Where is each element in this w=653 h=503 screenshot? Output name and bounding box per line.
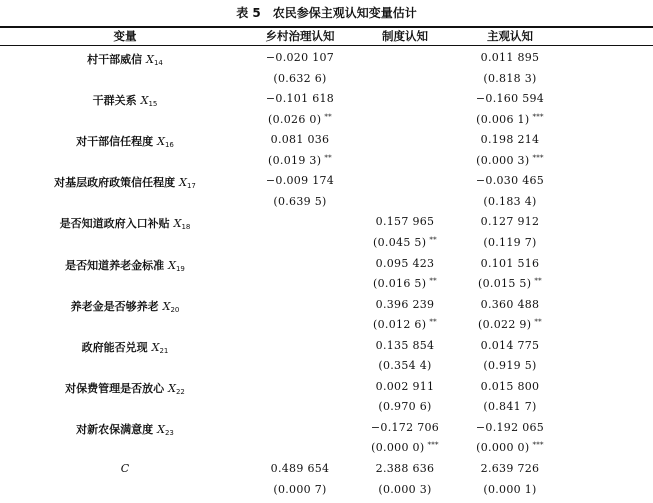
table-cell [455,257,565,270]
cell-value: −0.192 065 [475,420,545,434]
significance-stars: ** [429,235,437,244]
cell-value: (0.841 7) [483,400,537,414]
cell-value: 0.135 854 [375,338,435,352]
table-cell [455,483,565,496]
cell-value: −0.009 174 [265,174,335,188]
cell-value: (0.016 5) [373,277,427,291]
table-cell [350,339,460,352]
table-cell [455,359,565,372]
cell-value: 0.095 423 [375,256,435,270]
table-cell [350,359,460,372]
table-cell [455,92,565,105]
table-cell [455,195,565,208]
cell-value: −0.160 594 [475,92,545,106]
table-cell [245,113,355,126]
cell-value: (0.119 7) [483,235,537,249]
significance-stars: ** [534,277,542,286]
row-variable-label [20,298,230,314]
cell-value: (0.000 0) [371,441,425,455]
cell-value: (0.632 6) [273,71,327,85]
header-subjective: 主观认知 [487,29,533,43]
table-cell [455,174,565,187]
table-cell [350,421,460,434]
table-cell [350,441,460,454]
header-governance: 乡村治理认知 [265,29,335,43]
significance-stars: *** [532,441,544,450]
variable-name: 对保费管理是否放心 [65,381,165,395]
cell-value: 0.157 965 [375,215,435,229]
table-cell [350,236,460,249]
row-variable-label [20,133,230,149]
variable-subscript: 18 [181,223,191,232]
cell-value: (0.000 0) [476,441,530,455]
significance-stars: ** [534,318,542,327]
table-cell [455,462,565,475]
table-cell [245,483,355,496]
table-cell [455,215,565,228]
variable-symbol: X [162,299,171,313]
cell-value: 0.101 516 [480,256,540,270]
significance-stars: *** [427,441,439,450]
variable-subscript: 15 [148,100,158,109]
cell-value: −0.030 465 [475,174,545,188]
variable-name: 干群关系 [92,94,137,108]
cell-value: −0.172 706 [370,420,440,434]
table-cell [455,339,565,352]
table-cell [455,318,565,331]
significance-stars: *** [532,153,544,162]
table-cell [350,298,460,311]
cell-value: (0.000 7) [273,482,327,496]
cell-value: 0.396 239 [375,297,435,311]
variable-symbol: X [168,258,176,272]
row-variable-label [20,462,230,475]
variable-subscript: 19 [175,264,185,273]
cell-value: (0.045 5) [373,235,427,249]
table-cell [455,380,565,393]
cell-value: (0.022 9) [478,318,532,332]
significance-stars: *** [532,112,544,121]
table-cell [350,318,460,331]
cell-value: −0.020 107 [265,51,335,64]
table-cell [350,380,460,393]
cell-value: (0.354 4) [378,359,432,373]
cell-value: (0.000 3) [378,482,432,496]
cell-value: 0.360 488 [480,297,540,311]
table-cell [245,462,355,475]
table-cell [455,51,565,64]
table-cell [455,113,565,126]
header-rule [0,45,653,46]
variable-subscript: 22 [175,387,185,396]
table-cell [455,72,565,85]
cell-value: (0.919 5) [483,359,537,373]
row-variable-label [20,380,230,396]
cell-value: (0.026 0) [268,112,322,126]
variable-subscript: 20 [170,305,180,314]
header-variable: 变量 [113,29,137,43]
variable-subscript: 16 [164,141,174,150]
cell-value: (0.970 6) [378,400,432,414]
cell-value: (0.012 6) [373,318,427,332]
cell-value: 0.011 895 [480,51,540,64]
significance-stars: ** [429,277,437,286]
variable-symbol: X [140,94,149,108]
row-variable-label [20,174,230,190]
cell-value: 2.639 726 [480,462,540,475]
variable-symbol: X [173,217,182,231]
variable-symbol: X [157,135,165,149]
cell-value: 0.081 036 [270,133,330,147]
table-cell [245,92,355,105]
table-cell [350,257,460,270]
cell-value: 0.015 800 [480,379,540,393]
row-variable-label [20,421,230,437]
cell-value: (0.006 1) [476,112,530,126]
cell-value: 0.127 912 [480,215,540,229]
cell-value: 0.014 775 [480,338,540,352]
variable-name: 对新农保满意度 [76,422,154,436]
variable-name: 对基层政府政策信任程度 [54,176,176,190]
variable-name: 是否知道政府入口补贴 [59,217,170,231]
row-variable-label [20,215,230,231]
table-cell [455,298,565,311]
row-variable-label [20,339,230,355]
table-cell [245,51,355,64]
table-cell [455,441,565,454]
table-cell [245,195,355,208]
row-variable-label [20,257,230,273]
cell-value: 0.002 911 [375,379,435,393]
variable-subscript: 14 [153,59,163,67]
table-cell [455,133,565,146]
variable-subscript: 23 [164,428,174,437]
table-cell [350,215,460,228]
cell-value: −0.101 618 [265,92,335,106]
cell-value: (0.000 3) [476,153,530,167]
variable-name: 村干部威信 [87,53,143,66]
cell-value: 2.388 636 [375,462,435,475]
variable-symbol: X [146,53,154,66]
variable-subscript: 17 [186,182,196,191]
variable-symbol: X [179,176,187,190]
variable-subscript: 21 [159,346,169,355]
table-cell [350,277,460,290]
table-cell [245,154,355,167]
cell-value: (0.000 1) [483,482,537,496]
cell-value: (0.183 4) [483,194,537,208]
variable-name: 对干部信任程度 [76,135,154,149]
variable-symbol: X [151,340,160,354]
variable-symbol: X [168,381,176,395]
table-cell [455,400,565,413]
table-cell [455,277,565,290]
table-cell [350,400,460,413]
cell-value: (0.015 5) [478,277,532,291]
table-cell [455,236,565,249]
table-cell [350,483,460,496]
variable-name: 是否知道养老金标准 [65,258,165,272]
significance-stars: ** [324,153,332,162]
table-cell [455,421,565,434]
cell-value: 0.198 214 [480,133,540,147]
row-variable-label [20,51,230,67]
cell-value: (0.818 3) [483,71,537,85]
variable-name: 政府能否兑现 [81,340,148,354]
cell-value: (0.639 5) [273,194,327,208]
header-institution: 制度认知 [382,29,428,43]
table-cell [350,462,460,475]
variable-symbol: C [120,462,130,475]
row-variable-label [20,92,230,108]
table-cell [245,133,355,146]
significance-stars: ** [429,318,437,327]
table-caption: 表 5 农民参保主观认知变量估计 [236,6,417,20]
significance-stars: ** [324,112,332,121]
cell-value: (0.019 3) [268,153,322,167]
cell-value: 0.489 654 [270,462,330,475]
variable-symbol: X [157,422,165,436]
variable-name: 养老金是否够养老 [70,299,159,313]
table-cell [245,174,355,187]
table-cell [245,72,355,85]
table-cell [455,154,565,167]
